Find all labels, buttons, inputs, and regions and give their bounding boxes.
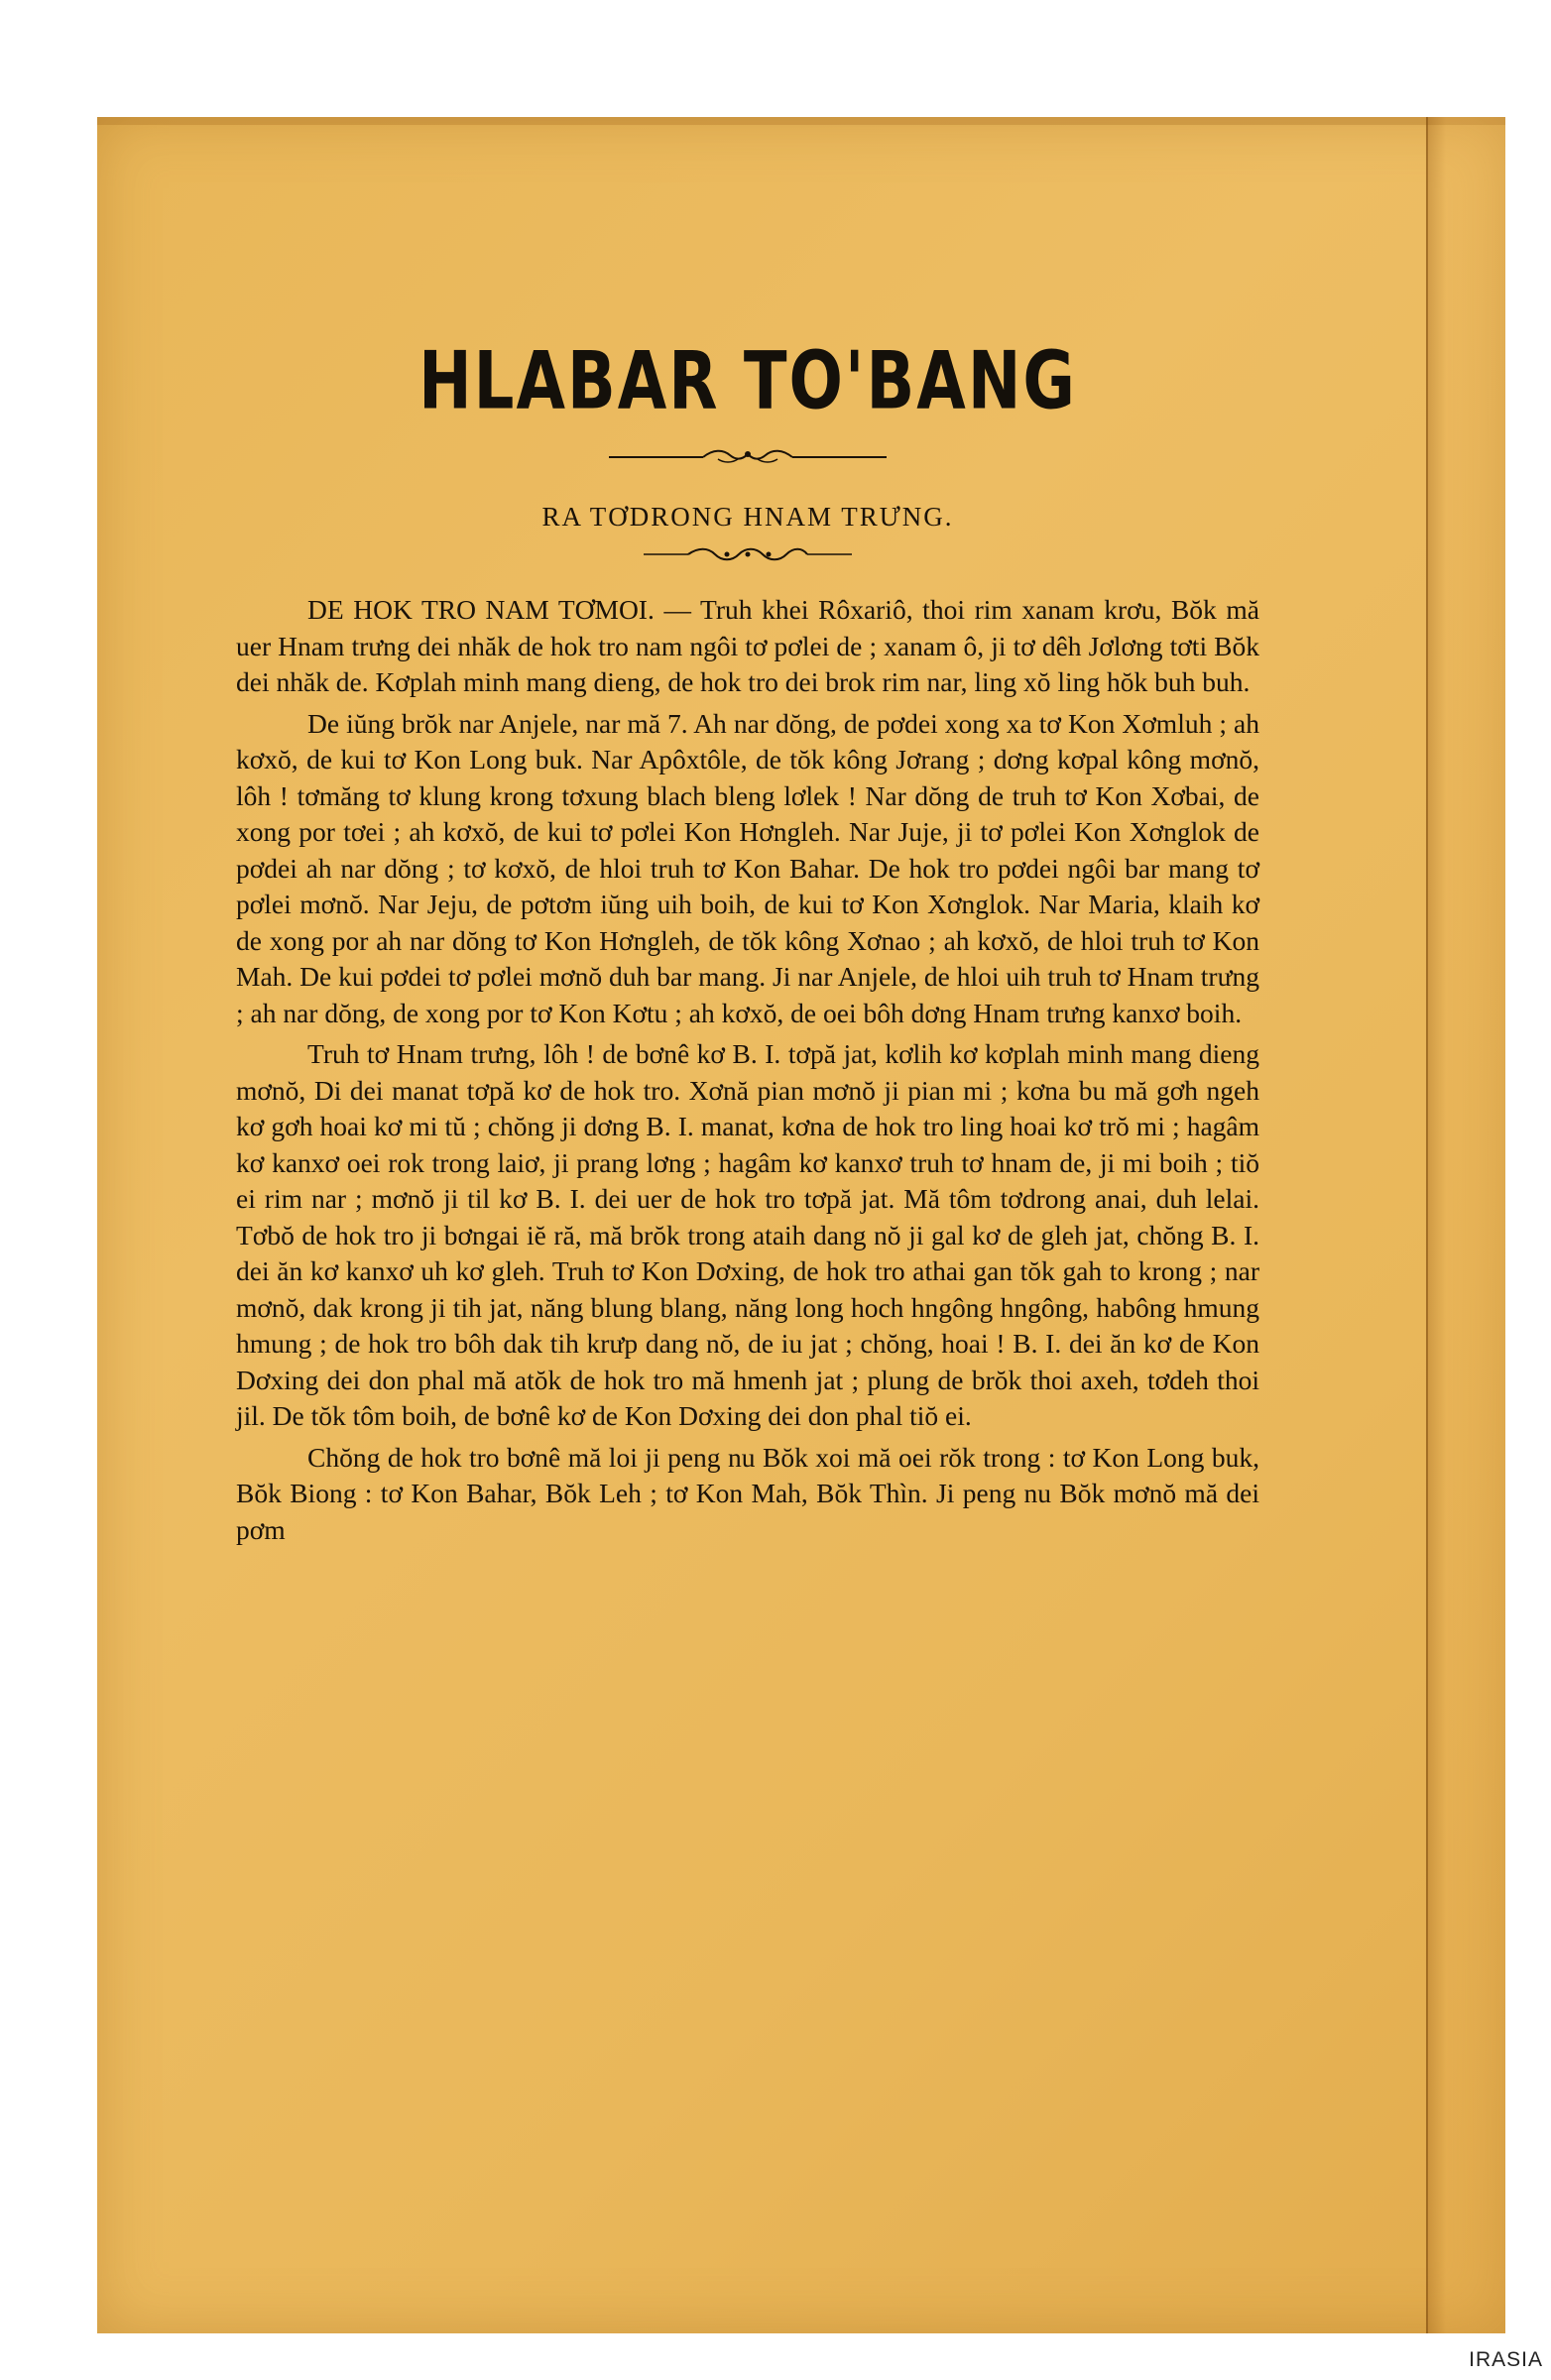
- body-text: [236, 592, 1259, 1548]
- page-top-edge: [97, 117, 1505, 125]
- source-watermark: IRASIA: [1469, 2348, 1543, 2371]
- paragraph: De iŭng brŏk nar Anjele, nar mă 7. Ah nar dŏng, de pơdei xong xa tơ Kon Xơmluh ; ah kơxŏ, de kui tơ Kon Long buk. Nar Apôxtôle, de tŏk kông Jơrang ; dơng kơpal kông mơnŏ, lôh ! tơmăng tơ klung krong tơxung blach bleng lơlek ! Nar dŏng de truh tơ Kon Xơbai, de xong por tơei ; ah kơxŏ, de kui tơ pơlei Kon Hơngleh. Nar Juje, ji tơ pơlei Kon Xơnglok de pơdei ah nar dŏng ; tơ kơxŏ, de hloi truh tơ Kon Bahar. De hok tro pơdei ngôi bar mang tơ pơlei mơnŏ. Nar Jeju, de pơtơm iŭng uih boih, de kui tơ Kon Xơnglok. Nar Maria, klaih kơ de xong por ah nar dŏng tơ Kon Hơngleh, de tŏk kông Xơnao ; ah kơxŏ, de hloi truh tơ Kon Mah. De kui pơdei tơ pơlei mơnŏ duh bar mang. Ji nar Anjele, de hloi uih truh tơ Hnam trưng ; ah nar dŏng, de xong por tơ Kon Kơtu ; ah kơxŏ, de oei bôh dơng Hnam trưng kanxơ boih.: [236, 707, 1259, 1028]
- subtitle-ornament-icon: [644, 546, 852, 562]
- title-ornament-icon: [609, 446, 887, 466]
- page-spine-shadow: [1426, 117, 1505, 2333]
- page-subtitle: RA TƠDRONG HNAM TRƯNG.: [541, 502, 954, 532]
- page-content: [236, 228, 1259, 1553]
- page-fold-line: [1426, 117, 1428, 2333]
- paragraph: Truh tơ Hnam trưng, lôh ! de bơnê kơ B. I. tơpă jat, kơlih kơ kơplah minh mang dieng mơnŏ, Di dei manat tơpă kơ de hok tro. Xơnă pian mơnŏ ji pian mi ; kơna bu mă gơh ngeh kơ gơh hoai kơ mi tŭ ; chŏng ji dơng B. I. manat, kơna de hok tro ling hoai kơ trŏ mi ; hagâm kơ kanxơ oei rok trong laiơ, ji prang lơng ; hagâm kơ kanxơ truh tơ hnam de, ji mi boih ; tiŏ ei rim nar ; mơnŏ ji til kơ B. I. dei uer de hok tro tơpă jat. Mă tôm tơdrong anai, duh lelai. Tơbŏ de hok tro ji bơngai iĕ ră, mă brŏk trong ataih dang nŏ ji gal kơ de gleh jat, chŏng B. I. dei ăn kơ kanxơ uh kơ gleh. Truh tơ Kon Dơxing, de hok tro athai gan tŏk gah to krong ; nar mơnŏ, dak krong ji tih jat, năng blung blang, năng long hoch hngông hngông, habông hmung hmung ; de hok tro bôh dak tih krưp dang nŏ, de iu jat ; chŏng, hoai ! B. I. dei ăn kơ de Kon Dơxing dei don phal mă atŏk de hok tro mă hmenh jat ; plung de brŏk thoi axeh, tơdeh thoi jil. De tŏk tôm boih, de bơnê kơ de Kon Dơxing dei don phal tiŏ ei.: [236, 1038, 1259, 1431]
- paragraph: DE HOK TRO NAM TƠMOI. — Truh khei Rôxariô, thoi rim xanam krơu, Bŏk mă uer Hnam trưng dei nhăk de hok tro nam ngôi tơ pơlei de ; xanam ô, ji tơ dêh Jơlơng tơti Bŏk dei nhăk de. Kơplah minh mang dieng, de hok tro dei brok rim nar, ling xŏ ling hŏk buh buh.: [236, 594, 1259, 697]
- page-title: HLABAR TO'BANG: [418, 335, 1077, 428]
- paragraph: Chŏng de hok tro bơnê mă loi ji peng nu Bŏk xoi mă oei rŏk trong : tơ Kon Long buk, Bŏk Biong : tơ Kon Bahar, Bŏk Leh ; tơ Kon Mah, Bŏk Thìn. Ji peng nu Bŏk mơnŏ mă dei pơm: [236, 1441, 1259, 1545]
